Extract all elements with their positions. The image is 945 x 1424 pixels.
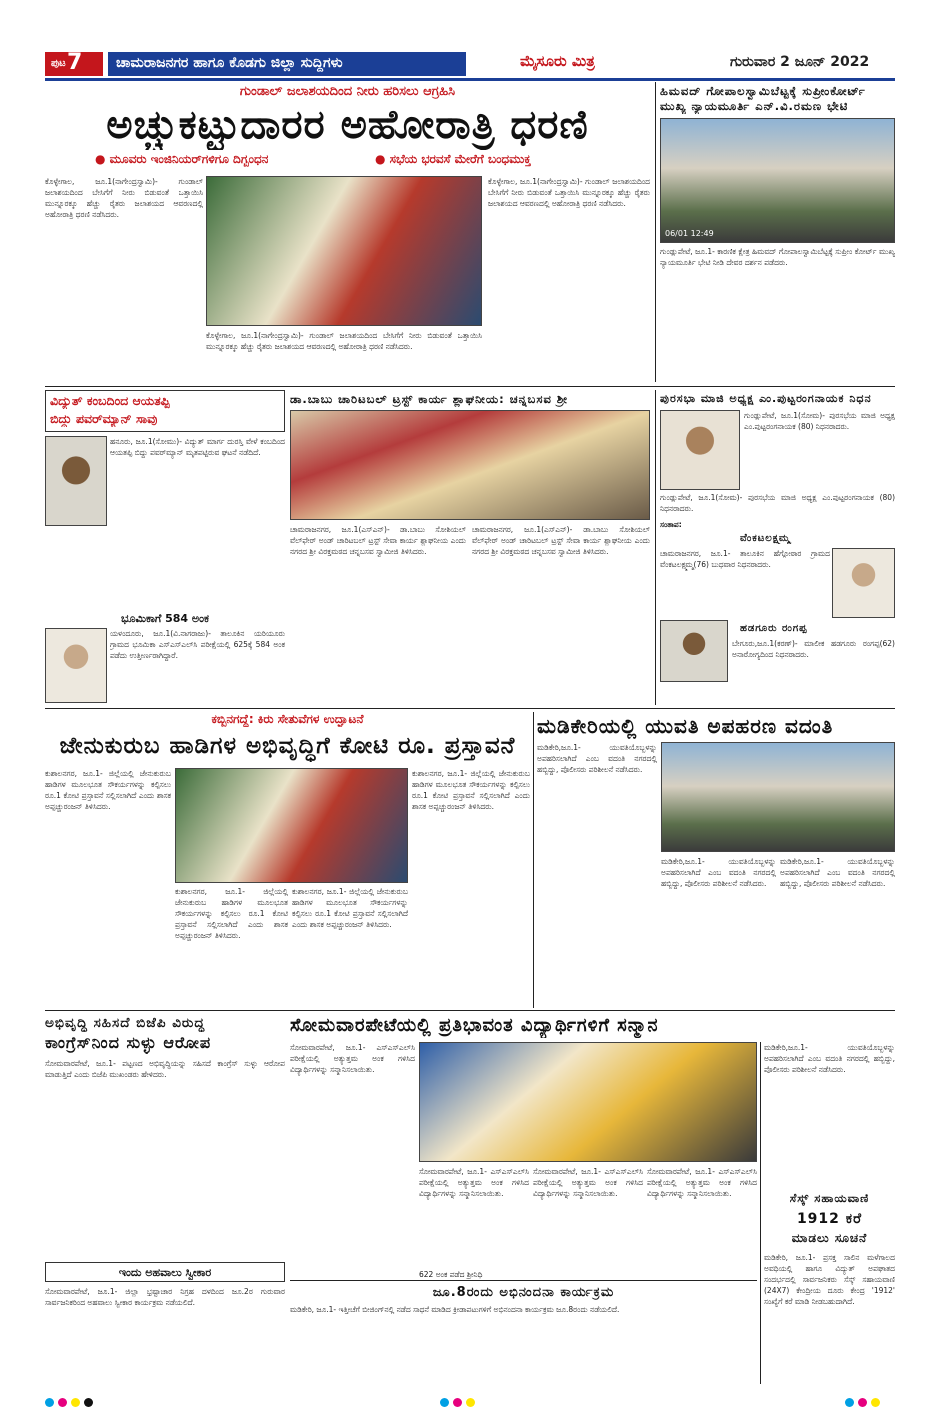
madikeri-body-col2: ಮಡಿಕೇರಿ,ಜೂ.1- ಯುವತಿಯೊಬ್ಬಳನ್ನು ಅಪಹರಿಸಲಾಗಿದೆ ಎಂಬ ವದಂತಿ ನಗರದಲ್ಲಿ ಹಬ್ಬಿದ್ದು, ಪೊಲೀಸರು ಪರಿಶೀಲನೆ ನಡೆಸಿದರು.: [661, 857, 776, 888]
bridge-inauguration-photo: [175, 768, 408, 883]
registration-mark-black: [84, 1398, 93, 1407]
madikeri-body-cont: ಮಡಿಕೇರಿ,ಜೂ.1- ಯುವತಿಯೊಬ್ಬಳನ್ನು ಅಪಹರಿಸಲಾಗಿದೆ ಎಂಬ ವದಂತಿ ನಗರದಲ್ಲಿ ಹಬ್ಬಿದ್ದು, ಪೊಲೀಸರು ಪರಿಶೀಲನೆ ನಡೆಸಿದರು.: [764, 1043, 895, 1074]
bjp-headline-2: ಕಾಂಗ್ರೆಸ್‌ನಿಂದ ಸುಳ್ಳು ಆರೋಪ: [45, 1033, 212, 1052]
obit3-body: ಬೇಗೂರು,ಜೂ.1(ಕರಣ್)- ಮಾಲೀಕ ಹಡಗೂರು ರಂಗಪ್ಪ(62) ಅನಾರೋಗ್ಯದಿಂದ ನಿಧನರಾದರು.: [732, 639, 895, 659]
jenukuruba-body-col4: ಕುಶಾಲನಗರ, ಜೂ.1- ಜಿಲ್ಲೆಯಲ್ಲಿ ಜೇನುಕುರುಬ ಹಾಡಿಗಳ ಮೂಲಭೂತ ಸೌಕರ್ಯಗಳನ್ನು ಕಲ್ಪಿಸಲು ರೂ.1 ಕೋಟಿ ಪ್ರಸ್ತಾವನೆ ಸಲ್ಲಿಸಲಾಗಿದೆ ಎಂದು ಶಾಸಕ ಅಪ್ಪಚ್ಚುರಂಜನ್ ತಿಳಿಸಿದರು.: [412, 769, 530, 811]
registration-mark-yellow: [71, 1398, 80, 1407]
header-rule: [45, 78, 895, 81]
somvarpet-headline: ಸೋಮವಾರಪೇಟೆಯಲ್ಲಿ ಪ್ರತಿಭಾವಂತ ವಿದ್ಯಾರ್ಥಿಗಳಿಗೆ ಸನ್ಮಾನ: [290, 1015, 659, 1036]
lead-subhead-1: ● ಮೂವರು ಇಂಜಿನಿಯರ್‌ಗಳಿಗೂ ದಿಗ್ಬಂಧನ: [95, 152, 269, 166]
obit1-condolence: ಸಂತಾಪ:: [660, 520, 682, 529]
obit2-body: ಚಾಮರಾಜನಗರ, ಜೂ.1- ತಾಲೂಕಿನ ಹೆಗ್ಗೋಠಾರ ಗ್ರಾಮದ ವೆಂಕಟಲಕ್ಷ್ಮಮ್ಮ(76) ಬುಧವಾರ ನಿಧನರಾದರು.: [660, 549, 830, 569]
cji-visit-photo: [660, 118, 895, 243]
lead-body-col3: ಕೊಳ್ಳೇಗಾಲ, ಜೂ.1(ನಾಗೇಂದ್ರಸ್ವಾಮಿ)- ಗುಂಡಾಲ್ ಜಲಾಶಯದಿಂದ ಬೇಸಿಗೆಗೆ ನೀರು ಬಿಡುವಂತೆ ಒತ್ತಾಯಿಸಿ ಮುನ್ನೂರಕ್ಕೂ ಹೆಚ್ಚು ರೈತರು ಜಲಾಶಯದ ಆವರಣದಲ್ಲಿ ಅಹೋರಾತ್ರಿ ಧರಣಿ ನಡೆಸಿದರು.: [488, 177, 650, 208]
electrocution-headline-box: [45, 390, 285, 432]
obit3-headline: ಹಡಗೂರು ರಂಗಪ್ಪ: [740, 623, 808, 634]
issue-date: ಗುರುವಾರ 2 ಜೂನ್ 2022: [730, 54, 870, 70]
row-rule-2: [45, 708, 895, 709]
helpline-headline-3: ಮಾಡಲು ಸೂಚನೆ: [791, 1231, 868, 1245]
felicitation-headline: ಜೂ.8ರಂದು ಅಭಿನಂದನಾ ಕಾರ್ಯಕ್ರಮ: [432, 1285, 615, 1300]
registration-mark-cyan: [45, 1398, 54, 1407]
column-divider-2: [655, 390, 656, 705]
page-label: ಪುಟ: [51, 58, 66, 69]
registration-mark-magenta: [58, 1398, 67, 1407]
registration-mark-magenta-2: [453, 1398, 462, 1407]
row-rule-3: [45, 1010, 895, 1011]
lead-body-col2: ಕೊಳ್ಳೇಗಾಲ, ಜೂ.1(ನಾಗೇಂದ್ರಸ್ವಾಮಿ)- ಗುಂಡಾಲ್ ಜಲಾಶಯದಿಂದ ಬೇಸಿಗೆಗೆ ನೀರು ಬಿಡುವಂತೆ ಒತ್ತಾಯಿಸಿ ಮುನ್ನೂರಕ್ಕೂ ಹೆಚ್ಚು ರೈತರು ಜಲಾಶಯದ ಆವರಣದಲ್ಲಿ ಅಹೋರಾತ್ರಿ ಧರಣಿ ನಡೆಸಿದರು.: [206, 331, 482, 351]
helpline-headline-1: ಸೆಸ್ಕ್ ಸಹಾಯವಾಣಿ: [789, 1191, 870, 1205]
electrocution-headline-2: ಬಿದ್ದು ಪವರ್‌ಮ್ಯಾನ್ ಸಾವು: [50, 411, 158, 426]
obit1-photo: [660, 410, 740, 490]
obit1-body: ಗುಂಡ್ಲುಪೇಟೆ, ಜೂ.1(ಸೋಮ)- ಪುರಸಭೆಯ ಮಾಜಿ ಅಧ್ಯಕ್ಷ ಎಂ.ಪುಟ್ಟರಂಗನಾಯಕ (80) ನಿಧನರಾದರು.: [744, 411, 895, 431]
somvarpet-students-photo: [419, 1042, 757, 1162]
madikeri-headline: ಮಡಿಕೇರಿಯಲ್ಲಿ ಯುವತಿ ಅಪಹರಣ ವದಂತಿ: [537, 714, 834, 738]
madikeri-photo: [661, 742, 895, 852]
electrocution-body: ಹನೂರು, ಜೂ.1(ಸೋಮು)- ವಿದ್ಯುತ್ ಮಾರ್ಗ ದುರಸ್ತಿ ವೇಳೆ ಕಂಬದಿಂದ ಆಯತಪ್ಪಿ ಬಿದ್ದು ಪವರ್‌ಮ್ಯಾನ್ ಮೃತಪಟ್ಟಿರುವ ಘಟನೆ ನಡೆದಿದೆ.: [110, 437, 285, 457]
lead-photo-protest: [206, 176, 482, 326]
madikeri-body-col3: ಮಡಿಕೇರಿ,ಜೂ.1- ಯುವತಿಯೊಬ್ಬಳನ್ನು ಅಪಹರಿಸಲಾಗಿದೆ ಎಂಬ ವದಂತಿ ನಗರದಲ್ಲಿ ಹಬ್ಬಿದ್ದು, ಪೊಲೀಸರು ಪರಿಶೀಲನೆ ನಡೆಸಿದರು.: [780, 857, 895, 888]
obit3-photo: [660, 620, 728, 682]
cji-visit-body: ಗುಂಡ್ಲುಪೇಟೆ, ಜೂ.1- ಕಾರಣಿಕ ಕ್ಷೇತ್ರ ಹಿಮವದ್ ಗೋಪಾಲಸ್ವಾಮಿಬೆಟ್ಟಕ್ಕೆ ಸುಪ್ರೀಂ ಕೋರ್ಟ್ ಮುಖ್ಯ ನ್ಯಾಯಮೂರ್ತಿ ಭೇಟಿ ನೀಡಿ ದೇವರ ದರ್ಶನ ಪಡೆದರು.: [660, 247, 895, 267]
bjp-body: ಸೋಮವಾರಪೇಟೆ, ಜೂ.1- ಪಟ್ಟಣದ ಅಭಿವೃದ್ಧಿಯನ್ನು ಸಹಿಸದೆ ಕಾಂಗ್ರೆಸ್ ಸುಳ್ಳು ಆರೋಪ ಮಾಡುತ್ತಿದೆ ಎಂದು ಬಿಜೆಪಿ ಮುಖಂಡರು ಹೇಳಿದರು.: [45, 1059, 285, 1079]
petition-headline: ಇಂದು ಅಹವಾಲು ಸ್ವೀಕಾರ: [118, 1266, 212, 1279]
row-rule-1: [45, 386, 895, 387]
sslc-body: ಯಳಂದೂರು, ಜೂ.1(ವಿ.ನಾಗರಾಜು)- ತಾಲೂಕಿನ ಯರಿಯೂರು ಗ್ರಾಮದ ಭೂಮಿಕಾ ಎಸ್‌ಎಸ್‌ಎಲ್‌ಸಿ ಪರೀಕ್ಷೆಯಲ್ಲಿ 625ಕ್ಕೆ 584 ಅಂಕ ಪಡೆದು ಉತ್ತೀರ್ಣರಾಗಿದ್ದಾರೆ.: [110, 629, 285, 660]
photo-timestamp: 06/01 12:49: [665, 229, 714, 238]
trust-body-col1: ಚಾಮರಾಜನಗರ, ಜೂ.1(ಎಸ್‌ಎನ್)- ಡಾ.ಬಾಬು ಸೋಶಿಯಲ್ ವೆಲ್‌ಫೇರ್ ಅಂಡ್ ಚಾರಿಟಬಲ್ ಟ್ರಸ್ಟ್ ಸೇವಾ ಕಾರ್ಯ ಶ್ಲಾಘನೀಯ ಎಂದು ನಗರದ ಶ್ರೀ ವಿರಕ್ತಮಠದ ಚನ್ನಬಸವ ಸ್ವಾಮೀಜಿ ತಿಳಿಸಿದರು.: [290, 525, 466, 556]
registration-mark-yellow-2: [466, 1398, 475, 1407]
somvarpet-body-col1: ಸೋಮವಾರಪೇಟೆ, ಜೂ.1- ಎಸ್‌ಎಸ್‌ಎಲ್‌ಸಿ ಪರೀಕ್ಷೆಯಲ್ಲಿ ಅತ್ಯುತ್ತಮ ಅಂಕ ಗಳಿಸಿದ ವಿದ್ಯಾರ್ಥಿಗಳನ್ನು ಸನ್ಮಾನಿಸಲಾಯಿತು.: [290, 1043, 415, 1074]
jenukuruba-body-col2: ಕುಶಾಲನಗರ, ಜೂ.1- ಜಿಲ್ಲೆಯಲ್ಲಿ ಜೇನುಕುರುಬ ಹಾಡಿಗಳ ಮೂಲಭೂತ ಸೌಕರ್ಯಗಳನ್ನು ಕಲ್ಪಿಸಲು ರೂ.1 ಕೋಟಿ ಪ್ರಸ್ತಾವನೆ ಸಲ್ಲಿಸಲಾಗಿದೆ ಎಂದು ಶಾಸಕ ಅಪ್ಪಚ್ಚುರಂಜನ್ ತಿಳಿಸಿದರು.: [175, 887, 288, 940]
lead-kicker: ಗುಂಡಾಲ್ ಜಲಾಶಯದಿಂದ ನೀರು ಹರಿಸಲು ಆಗ್ರಹಿಸಿ: [239, 84, 456, 99]
lead-subheads: [45, 152, 650, 172]
newspaper-logo: ಮೈಸೂರು ಮಿತ್ರ: [520, 52, 595, 70]
obit1-body-cont: ಗುಂಡ್ಲುಪೇಟೆ, ಜೂ.1(ಸೋಮ)- ಪುರಸಭೆಯ ಮಾಜಿ ಅಧ್ಯಕ್ಷ ಎಂ.ಪುಟ್ಟರಂಗನಾಯಕ (80) ನಿಧನರಾದರು.: [660, 493, 895, 513]
helpline-body: ಮಡಿಕೇರಿ, ಜೂ.1- ಪ್ರಸಕ್ತ ಸಾಲಿನ ಮಳೆಗಾಲದ ಅವಧಿಯಲ್ಲಿ ಹಾಗೂ ವಿದ್ಯುತ್ ಅಪಘಾತದ ಸಂದರ್ಭದಲ್ಲಿ ಸಾರ್ವಜನಿಕರು ಸೆಸ್ಕ್ ಸಹಾಯವಾಣಿ (24X7) ಕೇಂದ್ರೀಯ ದೂರು ಕೇಂದ್ರ '1912' ಸಂಖ್ಯೆಗೆ ಕರೆ ಮಾಡಿ ನೀಡಬಹುದಾಗಿದೆ.: [764, 1253, 895, 1306]
petition-headline-box: [45, 1262, 285, 1282]
somvarpet-body-col2: ಸೋಮವಾರಪೇಟೆ, ಜೂ.1- ಎಸ್‌ಎಸ್‌ಎಲ್‌ಸಿ ಪರೀಕ್ಷೆಯಲ್ಲಿ ಅತ್ಯುತ್ತಮ ಅಂಕ ಗಳಿಸಿದ ವಿದ್ಯಾರ್ಥಿಗಳನ್ನು ಸನ್ಮಾನಿಸಲಾಯಿತು.: [419, 1167, 529, 1198]
madikeri-body-col1: ಮಡಿಕೇರಿ,ಜೂ.1- ಯುವತಿಯೊಬ್ಬಳನ್ನು ಅಪಹರಿಸಲಾಗಿದೆ ಎಂಬ ವದಂತಿ ನಗರದಲ್ಲಿ ಹಬ್ಬಿದ್ದು, ಪೊಲೀಸರು ಪರಿಶೀಲನೆ ನಡೆಸಿದರು.: [537, 743, 657, 774]
somvarpet-footer: 622 ಅಂಕ ಪಡೆದ ಶ್ರೀನಿಧಿ: [419, 1270, 483, 1279]
page-number-badge: [45, 52, 103, 76]
jenukuruba-body-col3: ಕುಶಾಲನಗರ, ಜೂ.1- ಜಿಲ್ಲೆಯಲ್ಲಿ ಜೇನುಕುರುಬ ಹಾಡಿಗಳ ಮೂಲಭೂತ ಸೌಕರ್ಯಗಳನ್ನು ಕಲ್ಪಿಸಲು ರೂ.1 ಕೋಟಿ ಪ್ರಸ್ತಾವನೆ ಸಲ್ಲಿಸಲಾಗಿದೆ ಎಂದು ಶಾಸಕ ಅಪ್ಪಚ್ಚುರಂಜನ್ ತಿಳಿಸಿದರು.: [292, 887, 408, 929]
trust-headline: ಡಾ.ಬಾಬು ಚಾರಿಟಬಲ್ ಟ್ರಸ್ಟ್ ಕಾರ್ಯ ಶ್ಲಾಘನೀಯ: ಚನ್ನಬಸವ ಶ್ರೀ: [290, 392, 568, 406]
jenukuruba-body-col1: ಕುಶಾಲನಗರ, ಜೂ.1- ಜಿಲ್ಲೆಯಲ್ಲಿ ಜೇನುಕುರುಬ ಹಾಡಿಗಳ ಮೂಲಭೂತ ಸೌಕರ್ಯಗಳನ್ನು ಕಲ್ಪಿಸಲು ರೂ.1 ಕೋಟಿ ಪ್ರಸ್ತಾವನೆ ಸಲ್ಲಿಸಲಾಗಿದೆ ಎಂದು ಶಾಸಕ ಅಪ್ಪಚ್ಚುರಂಜನ್ ತಿಳಿಸಿದರು.: [45, 769, 171, 811]
trust-body-col2: ಚಾಮರಾಜನಗರ, ಜೂ.1(ಎಸ್‌ಎನ್)- ಡಾ.ಬಾಬು ಸೋಶಿಯಲ್ ವೆಲ್‌ಫೇರ್ ಅಂಡ್ ಚಾರಿಟಬಲ್ ಟ್ರಸ್ಟ್ ಸೇವಾ ಕಾರ್ಯ ಶ್ಲಾಘನೀಯ ಎಂದು ನಗರದ ಶ್ರೀ ವಿರಕ್ತಮಠದ ಚನ್ನಬಸವ ಸ್ವಾಮೀಜಿ ತಿಳಿಸಿದರು.: [472, 525, 650, 556]
helpline-headline-2: 1912 ಕರೆ: [796, 1211, 863, 1227]
lead-body-col1: ಕೊಳ್ಳೇಗಾಲ, ಜೂ.1(ನಾಗೇಂದ್ರಸ್ವಾಮಿ)- ಗುಂಡಾಲ್ ಜಲಾಶಯದಿಂದ ಬೇಸಿಗೆಗೆ ನೀರು ಬಿಡುವಂತೆ ಒತ್ತಾಯಿಸಿ ಮುನ್ನೂರಕ್ಕೂ ಹೆಚ್ಚು ರೈತರು ಜಲಾಶಯದ ಆವರಣದಲ್ಲಿ ಅಹೋರಾತ್ರಿ ಧರಣಿ ನಡೆಸಿದರು.: [45, 177, 203, 219]
lead-headline: ಅಚ್ಚುಕಟ್ಟುದಾರರ ಅಹೋರಾತ್ರಿ ಧರಣಿ: [106, 102, 589, 148]
registration-mark-yellow-3: [871, 1398, 880, 1407]
registration-mark-cyan-2: [440, 1398, 449, 1407]
obit2-headline: ವೆಂಕಟಲಕ್ಷ್ಮಮ್ಮ: [740, 533, 791, 544]
lead-subhead-2: ● ಸಭೆಯ ಭರವಸೆ ಮೇರೆಗೆ ಬಂಧಮುಕ್ತ: [375, 152, 531, 166]
sslc-headline: ಭೂಮಿಕಾಗೆ 584 ಅಂಕ: [121, 612, 209, 625]
electrocution-headline-1: ವಿದ್ಯುತ್ ಕಂಬದಿಂದ ಆಯತಪ್ಪಿ: [50, 393, 170, 408]
trust-event-photo: [290, 410, 650, 520]
page-number: 7: [67, 50, 83, 75]
obit1-headline: ಪುರಸಭಾ ಮಾಜಿ ಅಧ್ಯಕ್ಷ ಎಂ.ಪುಟ್ಟರಂಗನಾಯಕ ನಿಧನ: [660, 392, 872, 405]
somvarpet-body-col3: ಸೋಮವಾರಪೇಟೆ, ಜೂ.1- ಎಸ್‌ಎಸ್‌ಎಲ್‌ಸಿ ಪರೀಕ್ಷೆಯಲ್ಲಿ ಅತ್ಯುತ್ತಮ ಅಂಕ ಗಳಿಸಿದ ವಿದ್ಯಾರ್ಥಿಗಳನ್ನು ಸನ್ಮಾನಿಸಲಾಯಿತು.: [533, 1167, 643, 1198]
jenukuruba-kicker: ಕಬ್ಬಿನಗದ್ದೆ: ಕಿರು ಸೇತುವೆಗಳ ಉದ್ಘಾಟನೆ: [211, 712, 364, 726]
cji-visit-headline: ಹಿಮವದ್ ಗೋಪಾಲಸ್ವಾಮಿಬೆಟ್ಟಕ್ಕೆ ಸುಪ್ರೀಂಕೋರ್ಟ್ ಮುಖ್ಯ ನ್ಯಾಯಮೂರ್ತಿ ಎನ್.ವಿ.ರಮಣ ಭೇಟಿ: [660, 84, 866, 113]
felicitation-body: ಮಡಿಕೇರಿ, ಜೂ.1- ಇತ್ತೀಚೆಗೆ ಬೀಜಿಂಗ್‌ನಲ್ಲಿ ನಡೆದ ಸಾಧನೆ ಮಾಡಿದ ಕ್ರೀಡಾಪಟುಗಳಿಗೆ ಅಭಿನಂದನಾ ಕಾರ್ಯಕ್ರಮ ಜೂ.8ರಂದು ನಡೆಯಲಿದೆ.: [290, 1305, 620, 1314]
column-divider-4: [760, 1042, 761, 1384]
jenukuruba-headline: ಜೇನುಕುರುಬ ಹಾಡಿಗಳ ಅಭಿವೃದ್ಧಿಗೆ ಕೋಟಿ ರೂ. ಪ್ರಸ್ತಾವನೆ: [59, 733, 516, 759]
registration-mark-magenta-3: [858, 1398, 867, 1407]
registration-mark-cyan-3: [845, 1398, 854, 1407]
student-photo: [45, 628, 107, 703]
column-divider-3: [533, 712, 534, 1008]
section-title: ಚಾಮರಾಜನಗರ ಹಾಗೂ ಕೊಡಗು ಜಿಲ್ಲಾ ಸುದ್ದಿಗಳು: [108, 52, 466, 76]
petition-body: ಸೋಮವಾರಪೇಟೆ, ಜೂ.1- ಜಿಲ್ಲಾ ಭ್ರಷ್ಟಾಚಾರ ನಿಗ್ರಹ ದಳದಿಂದ ಜೂ.2ರ ಗುರುವಾರ ಸಾರ್ವಜನಿಕರಿಂದ ಅಹವಾಲು ಸ್ವೀಕಾರ ಕಾರ್ಯಕ್ರಮ ನಡೆಯಲಿದೆ.: [45, 1287, 285, 1307]
bjp-headline-1: ಅಭಿವೃದ್ಧಿ ಸಹಿಸದೆ ಬಿಜೆಪಿ ವಿರುದ್ಧ: [45, 1015, 206, 1031]
victim-photo: [45, 436, 107, 526]
row-rule-4: [290, 1280, 757, 1281]
obit2-photo: [832, 548, 895, 618]
column-divider: [655, 82, 656, 382]
somvarpet-body-col4: ಸೋಮವಾರಪೇಟೆ, ಜೂ.1- ಎಸ್‌ಎಸ್‌ಎಲ್‌ಸಿ ಪರೀಕ್ಷೆಯಲ್ಲಿ ಅತ್ಯುತ್ತಮ ಅಂಕ ಗಳಿಸಿದ ವಿದ್ಯಾರ್ಥಿಗಳನ್ನು ಸನ್ಮಾನಿಸಲಾಯಿತು.: [647, 1167, 757, 1198]
